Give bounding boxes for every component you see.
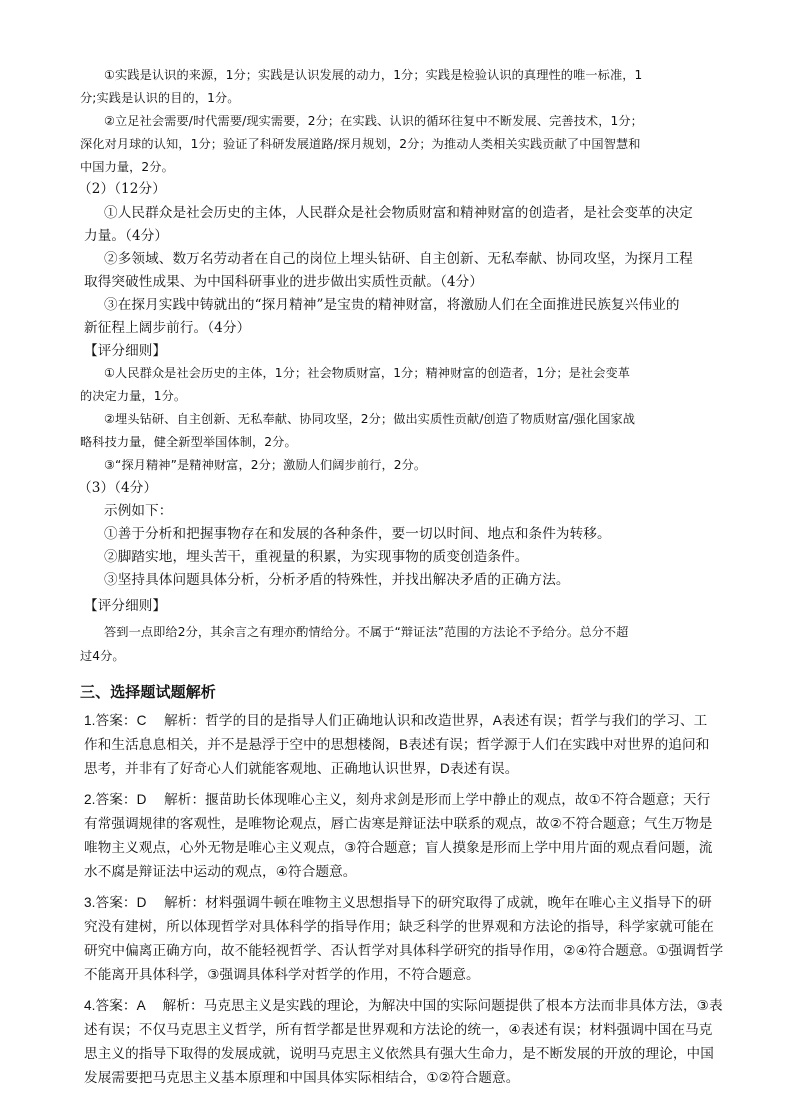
rubric-heading: 【评分细则】: [84, 343, 167, 359]
scoring-line: ②立足社会需要/时代需要/现实需要，2分；在实践、认识的循环往复中不断发展、完善技术，1分；: [104, 114, 643, 128]
answer-2-line: 2.答案：D 解析：揠苗助长体现唯心主义，刻舟求剑是形而上学中静止的观点，故①不符合题意；天行: [84, 792, 711, 807]
answer-1-line: 1.答案：C 解析：哲学的目的是指导人们正确地认识和改造世界，A表述有误；哲学与我们的学习、工: [84, 713, 708, 728]
scoring-line: 略科技力量，健全新型举国体制，2分。: [80, 435, 297, 449]
answer-3-line: 不能离开具体科学，③强调具体科学对哲学的作用，不符合题意。: [84, 967, 480, 982]
scoring-line: ③“探月精神”是精神财富，2分；激励人们阔步前行，2分。: [104, 458, 427, 472]
question-2-label: （2）（12分）: [78, 181, 166, 197]
answer-line: ②多领域、数万名劳动者在自己的岗位上埋头钻研、自主创新、无私奉献、协同攻坚，为探月工程: [104, 251, 693, 267]
answer-line: ③在探月实践中铸就出的“探月精神”是宝贵的精神财富，将激励人们在全面推进民族复兴伟业的: [104, 297, 680, 313]
answer-line: 新征程上阔步前行。（4分）: [84, 320, 251, 336]
scoring-line: 深化对月球的认知，1分；验证了科研发展道路/探月规划，2分；为推动人类相关实践贡献了中国智慧和: [80, 137, 641, 151]
rubric-heading: 【评分细则】: [84, 598, 167, 614]
scoring-line: ②埋头钻研、自主创新、无私奉献、协同攻坚，2分；做出实质性贡献/创造了物质财富/强化国家战: [104, 412, 636, 426]
scoring-line: 的决定力量，1分。: [80, 389, 187, 403]
answer-1-line: 思考，并非有了好奇心人们就能客观地、正确地认识世界，D表述有误。: [84, 761, 519, 776]
scoring-line: ①人民群众是社会历史的主体，1分；社会物质财富，1分；精神财富的创造者，1分；是社会变革: [104, 366, 631, 380]
section-title: 三、选择题试题解析: [80, 683, 216, 701]
answer-4-line: 发展需要把马克思主义基本原理和中国具体实际相结合，①②符合题意。: [84, 1070, 520, 1085]
answer-1-line: 作和生活息息相关，并不是悬浮于空中的思想楼阁，B表述有误；哲学源于人们在实践中对世界的追问和: [84, 737, 710, 752]
question-3-label: （3）（4分）: [78, 480, 158, 496]
answer-line: ③坚持具体问题具体分析，分析矛盾的特殊性，并找出解决矛盾的正确方法。: [104, 572, 570, 588]
answer-line: ①善于分析和把握事物存在和发展的各种条件，要一切以时间、地点和条件为转移。: [104, 526, 611, 542]
scoring-line: 过4分。: [80, 649, 125, 663]
answer-3-line: 究没有建树，所以体现哲学对具体科学的指导作用；缺乏科学的世界观和方法论的指导，科学家就可能在: [84, 919, 714, 934]
scoring-line: 中国力量，2分。: [80, 160, 174, 174]
answer-line: ①人民群众是社会历史的主体，人民群众是社会物质财富和精神财富的创造者，是社会变革的决定: [104, 205, 693, 221]
answer-line: 取得突破性成果、为中国科研事业的进步做出实质性贡献。（4分）: [84, 274, 484, 290]
answer-2-line: 水不腐是辩证法中运动的观点，④符合题意。: [84, 864, 357, 879]
answer-2-line: 唯物主义观点，心外无物是唯心主义观点，③符合题意；盲人摸象是形而上学中用片面的观点看问题，流: [84, 840, 713, 855]
answer-line: ②脚踏实地，埋头苦干，重视量的积累，为实现事物的质变创造条件。: [104, 549, 529, 565]
answer-3-line: 研究中偏离正确方向，故不能轻视哲学、否认哲学对具体科学研究的指导作用，②④符合题意。①强调哲学: [84, 943, 724, 958]
scoring-line: 答到一点即给2分，其余言之有理亦酌情给分。不属于“辩证法”范围的方法论不予给分。总分不超: [104, 625, 629, 639]
scoring-line: ①实践是认识的来源，1分；实践是认识发展的动力，1分；实践是检验认识的真理性的唯一标准，1: [104, 68, 643, 82]
answer-4-line: 述有误；不仅马克思主义哲学，所有哲学都是世界观和方法论的统一，④表述有误；材料强调中国在马克: [84, 1022, 713, 1037]
answer-3-line: 3.答案：D 解析：材料强调牛顿在唯物主义思想指导下的研究取得了成就，晚年在唯心主义指导下的研: [84, 895, 712, 910]
answer-line: 力量。（4分）: [84, 228, 169, 244]
answer-4-line: 思主义的指导下取得的发展成就，说明马克思主义依然具有强大生命力，是不断发展的开放的理论，中国: [84, 1046, 714, 1061]
answer-intro: 示例如下：: [104, 503, 173, 519]
answer-4-line: 4.答案：A 解析：马克思主义是实践的理论，为解决中国的实际问题提供了根本方法而非具体方法，③表: [84, 998, 723, 1013]
scoring-line: 分;实践是认识的目的，1分。: [80, 91, 240, 105]
answer-2-line: 有常强调规律的客观性，是唯物论观点，唇亡齿寒是辩证法中联系的观点，故②不符合题意；气生万物是: [84, 816, 713, 831]
